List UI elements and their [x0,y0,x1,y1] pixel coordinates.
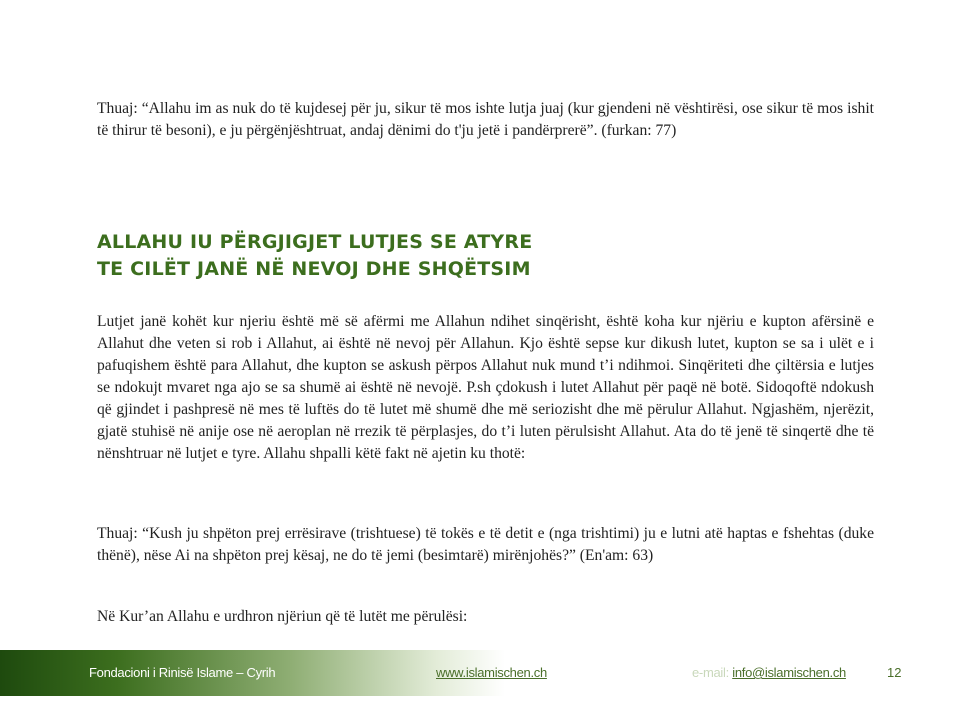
footer-organization: Fondacioni i Rinisë Islame – Cyrih [89,665,276,680]
section-heading [97,229,797,283]
section-heading-line-2: TE CILËT JANË NË NEVOJ DHE SHQËTSIM [97,258,531,280]
footer-website-link[interactable]: www.islamischen.ch [436,665,547,680]
quote-paragraph-1: Thuaj: “Allahu im as nuk do të kujdesej për ju, sikur të mos ishte lutja juaj (kur gjendeni në vështirësi, ose sikur të mos ishit të thirur të besoni), e ju përgënjështruat, andaj dënimi do t'ju jetë i pandërprerë”. (furkan: 77) [97,100,874,139]
page-footer [0,650,971,696]
section-heading-line-1: ALLAHU IU PËRGJIGJET LUTJES SE ATYRE [97,231,533,253]
footer-email-label: e-mail: [692,665,729,680]
closing-paragraph: Në Kur’an Allahu e urdhron njëriun që të lutët me përulësi: [97,608,468,625]
quote-paragraph-2: Thuaj: “Kush ju shpëton prej errësirave (trishtuese) të tokës e të detit e (nga trishtimi) ju e lutni atë haptas e fshehtas (duke thënë), nëse Ai na shpëton prej kësaj, ne do të jemi (besimtarë) mirënjohës?” (En'am: 63) [97,525,874,564]
footer-email-block [692,665,846,680]
page-number: 12 [887,665,902,680]
footer-email-link[interactable]: info@islamischen.ch [732,665,846,680]
body-paragraph: Lutjet janë kohët kur njeriu është më së afërmi me Allahun ndihet sinqërisht, është koha kur njëriu e kupton afërsinë e Allahut dhe veten si rob i Allahut, ai është në nevoj për Allahun. Kjo është sepse kur dikush lutet, kupton se sa i ulët e i pafuqishem është para Allahut, dhe kupton se askush përpos Allahut nuk mund t’i ndihmoi. Sinqëriteti dhe çiltërsia e lutjes se ndokujt mvaret nga ajo se sa shumë ai është në nevojë. P.sh çdokush i lutet Allahut për paqë në botë. Sidoqoftë ndokush që gjindet i pashpresë në mes të luftës do të lutet më shumë dhe më seriozisht dhe më përulur Allahut. Ngjashëm, njerëzit, gjatë stuhisë në anije ose në aeroplan në rrezik të përplasjes, do t’i luten përulsisht Allahut. Ata do të jenë të sinqertë dhe të nënshtruar në lutjet e tyre. Allahu shpalli këtë fakt në ajetin ku thotë: [97,313,874,462]
